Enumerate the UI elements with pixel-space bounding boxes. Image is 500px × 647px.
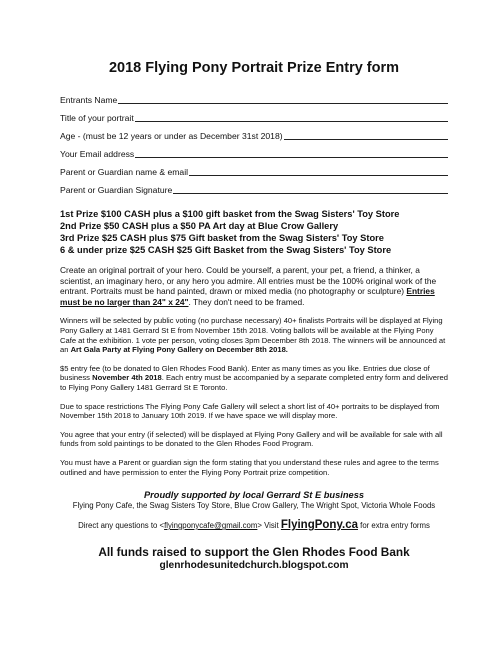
funds-statement: All funds raised to support the Glen Rhodes Food Bank [98,545,410,560]
prize-second: 2nd Prize $50 CASH plus a $50 PA Art day at Blue Crow Gallery [60,221,339,231]
fill-line[interactable] [189,166,448,176]
contact-email-link[interactable]: flyingponycafe@gmail.com [164,521,258,531]
fee-text: $5 entry fee (to be donated to Glen Rhodes Food Bank). Enter as many times as you like. Entries due close of business [60,363,430,383]
age-field[interactable] [60,123,448,141]
winners-paragraph [60,316,448,354]
blog-link[interactable]: glenrhodesunitedchurch.blogspot.com [159,560,349,572]
field-label: Title of your portrait [60,113,134,123]
fee-paragraph [60,364,448,393]
intro-text: Create an original portrait of your hero. Could be yourself, a parent, your pet, a friend, a thinker, a scientist, an imaginary hero, or any hero you admire. All entries must be the 100% original work of the entrant. Portraits must be hand painted, drawn or mixed media (no photography or sculpture) [60,265,437,297]
field-label: Your Email address [60,149,135,159]
sponsors-list: Flying Pony Cafe, the Swag Sisters Toy Store, Blue Crow Gallery, The Wright Spot, Victoria Whole Foods [72,501,436,511]
form-title: 2018 Flying Pony Portrait Prize Entry form [108,60,400,76]
contact-prefix: Direct any questions to < [78,521,165,531]
contact-line [60,519,448,531]
field-label: Entrants Name [60,95,118,105]
guardian-name-email-field[interactable] [60,159,448,177]
contact-middle: > Visit [257,521,281,531]
fill-line[interactable] [118,94,448,104]
space-paragraph: Due to space restrictions The Flying Pony Cafe Gallery will select a short list of 40+ portraits to be displayed from November 15th 2018 to January 10th 2019. If we have space we will display more. [60,401,440,421]
fill-line[interactable] [173,184,448,194]
intro-paragraph [60,265,448,307]
entry-fields [60,87,448,195]
prize-third: 3rd Prize $25 CASH plus $75 Gift basket from the Swag Sisters' Toy Store [60,233,384,243]
fill-line[interactable] [135,148,448,158]
website-link[interactable]: FlyingPony.ca [280,519,358,532]
prize-list [60,208,448,256]
fee-tail: . Each entry must be accompanied by a separate completed entry form and delivered to Flying Pony Gallery 1481 Gerrard St E Toronto. [60,373,448,392]
guardian-paragraph: You must have a Parent or guardian sign the form stating that you understand these rules and agree to the terms outlined and have permission to enter the Flying Pony Portrait prize competition. [60,457,439,477]
fill-line[interactable] [284,130,448,140]
field-label: Age - (must be 12 years or under as December 31st 2018) [60,131,283,141]
fill-line[interactable] [135,112,448,122]
field-label: Parent or Guardian name & email [60,167,189,177]
entrant-name-field[interactable] [60,87,448,105]
gala-note: Art Gala Party at Flying Pony Gallery on December 8th 2018. [70,345,288,355]
prize-six-under: 6 & under prize $25 CASH $25 Gift Basket from the Swag Sisters' Toy Store [60,245,392,255]
portrait-title-field[interactable] [60,105,448,123]
prize-first: 1st Prize $100 CASH plus a $100 gift basket from the Swag Sisters' Toy Store [60,209,400,219]
agreement-paragraph: You agree that your entry (if selected) will be displayed at Flying Pony Gallery and will be available for sale with all funds from sold paintings to be donated to the Glen Rhodes Food Program. [60,429,443,449]
size-limit-note: Entries must be no larger than 24" x 24" [60,286,435,307]
contact-suffix: for extra entry forms [357,521,430,531]
intro-tail: . They don't need to be framed. [188,296,305,307]
deadline-note: November 4th 2018 [92,373,162,383]
field-label: Parent or Guardian Signature [60,185,173,195]
guardian-signature-field[interactable] [60,177,448,195]
email-field[interactable] [60,141,448,159]
winners-text: Winners will be selected by public voting (no purchase necessary) 40+ finalists Portraits will be displayed at Flying Pony Gallery at 1481 Gerrard St E from November 15th 2018. Voting ballots will be available at the Flying Pony Cafe at the exhibition. 1 vote per person, voting closes 3pm December 8th 2018. The winners will be announced at an [60,316,446,355]
sponsors-section [60,489,448,511]
sponsors-heading: Proudly supported by local Gerrard St E business [143,490,365,501]
